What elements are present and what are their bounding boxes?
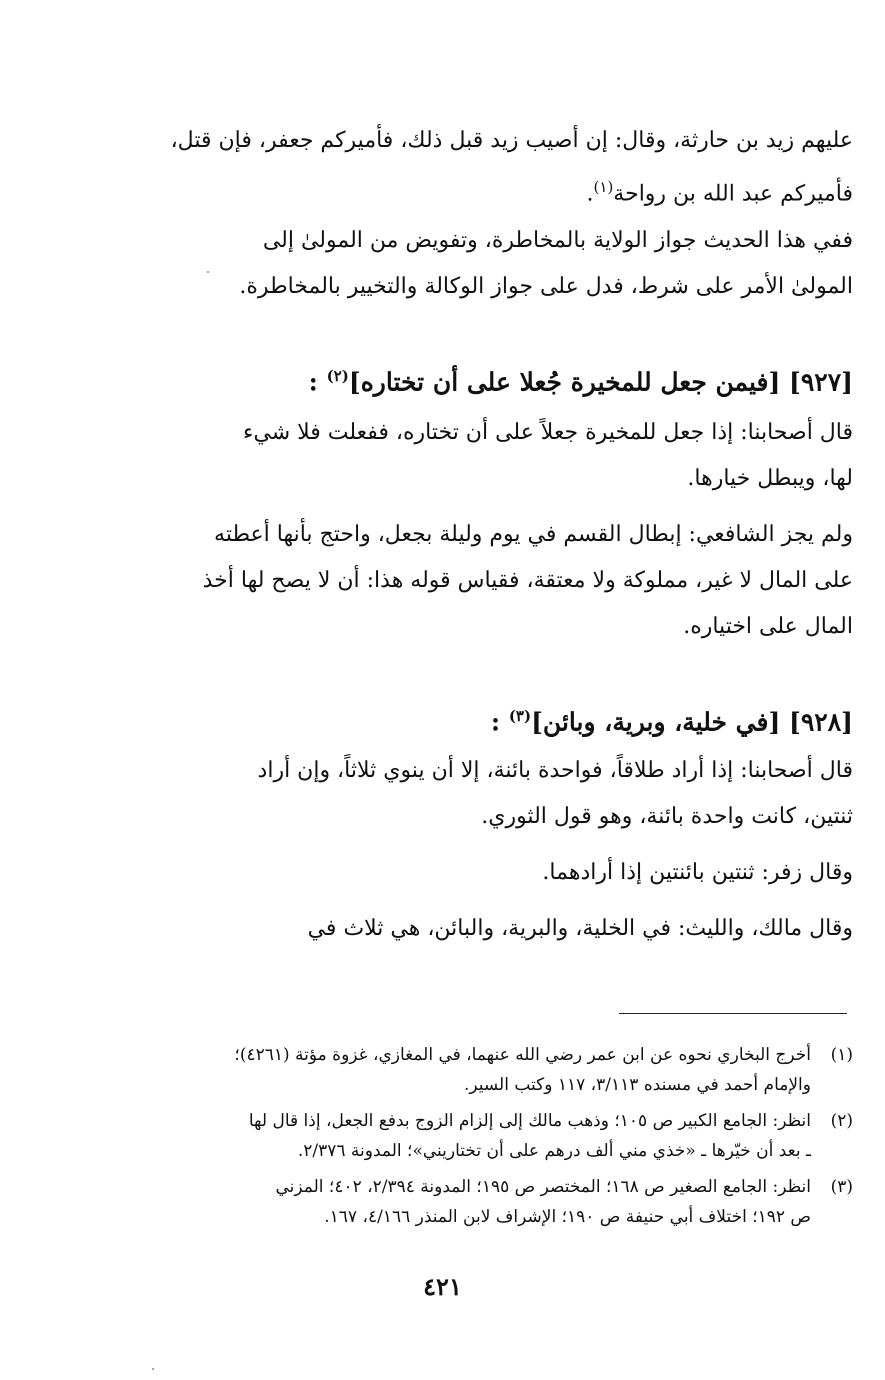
footnote-text — [108, 1172, 811, 1232]
section-number: [٩٢٧] — [789, 367, 853, 397]
section-title: [في خلية، وبرية، وبائن] — [531, 707, 781, 737]
footnote-item — [108, 1106, 853, 1166]
scan-speck — [207, 271, 209, 273]
body-paragraph — [108, 410, 853, 502]
section-heading — [108, 356, 853, 402]
footnote-number: (٢) — [830, 1111, 853, 1131]
text-line: ـ بعد أن خيّرها ـ «خذي مني ألف درهم على أن تختاريني»؛ المدونة ٢/٣٧٦. — [297, 1141, 811, 1161]
page-number: ٤٢١ — [423, 1272, 462, 1301]
footnote-text — [108, 1040, 811, 1100]
body-paragraph — [108, 512, 853, 650]
footnote-marker[interactable]: (٣) — [508, 707, 532, 725]
punctuation: : — [490, 707, 501, 737]
text-line — [108, 164, 853, 217]
footnotes — [108, 1040, 853, 1238]
footnote-number: (٣) — [830, 1177, 853, 1197]
body-paragraph — [108, 748, 853, 840]
punctuation: : — [308, 367, 318, 397]
footnote-marker[interactable]: (٢) — [326, 367, 349, 385]
text-line: المال على اختياره. — [683, 614, 853, 639]
text-segment: فأميركم عبد الله بن رواحة — [613, 181, 853, 207]
text-line: انظر: الجامع الصغير ص ١٦٨؛ المختصر ص ١٩٥؛ المدونة ٢/٣٩٤، ٤٠٢؛ المزني — [275, 1177, 811, 1197]
footnote-text — [108, 1106, 811, 1166]
body-paragraph — [108, 850, 853, 896]
text-line: ولم يجز الشافعي: إبطال القسم في يوم وليلة بجعل، واحتج بأنها أعطته — [214, 522, 853, 547]
text-line: لها، ويبطل خيارها. — [687, 466, 853, 491]
text-line: وقال زفر: ثنتين بائنتين إذا أرادهما. — [542, 860, 853, 885]
section-title: [فيمن جعل للمخيرة جُعلا على أن تختاره] — [348, 367, 781, 397]
punctuation: . — [586, 181, 594, 207]
scan-speck — [152, 1368, 154, 1370]
text-line: على المال لا غير، مملوكة ولا معتقة، فقياس قوله هذا: أن لا يصح لها أخذ — [202, 568, 853, 593]
footnote-item — [108, 1040, 853, 1100]
text-line: وقال مالك، والليث: في الخلية، والبرية، والبائن، هي ثلاث في — [307, 916, 853, 941]
text-line: ثنتين، كانت واحدة بائنة، وهو قول الثوري. — [481, 804, 853, 829]
footnote-number: (١) — [830, 1045, 853, 1065]
body-paragraph — [108, 906, 853, 952]
body-paragraph — [108, 118, 853, 217]
text-line: انظر: الجامع الكبير ص ١٠٥؛ وذهب مالك إلى إلزام الزوج بدفع الجعل، إذا قال لها — [248, 1111, 811, 1131]
text-line: قال أصحابنا: إذا أراد طلاقاً، فواحدة بائنة، إلا أن ينوي ثلاثاً، وإن أراد — [257, 758, 853, 783]
text-line: والإمام أحمد في مسنده ٣/١١٣، ١١٧ وكتب السير. — [463, 1075, 811, 1095]
footnote-item — [108, 1172, 853, 1232]
section-heading — [108, 696, 853, 742]
text-line: عليهم زيد بن حارثة، وقال: إن أصيب زيد قبل ذلك، فأميركم جعفر، فإن قتل، — [170, 128, 853, 153]
section-number: [٩٢٨] — [789, 707, 853, 737]
text-line: أخرج البخاري نحوه عن ابن عمر رضي الله عنهما، في المغازي، غزوة مؤتة (٤٢٦١)؛ — [234, 1045, 811, 1065]
footnote-marker[interactable]: (١) — [593, 178, 614, 196]
text-line: قال أصحابنا: إذا جعل للمخيرة جعلاً على أن تختاره، ففعلت فلا شيء — [243, 420, 853, 445]
text-line: المولىٰ الأمر على شرط، فدل على جواز الوكالة والتخيير بالمخاطرة. — [239, 274, 853, 299]
footnote-separator — [619, 1013, 847, 1014]
text-line: ففي هذا الحديث جواز الولاية بالمخاطرة، وتفويض من المولىٰ إلى — [262, 228, 853, 253]
text-line: ص ١٩٢؛ اختلاف أبي حنيفة ص ١٩٠؛ الإشراف لابن المنذر ٤/١٦٦، ١٦٧. — [324, 1207, 811, 1227]
body-paragraph — [108, 218, 853, 310]
